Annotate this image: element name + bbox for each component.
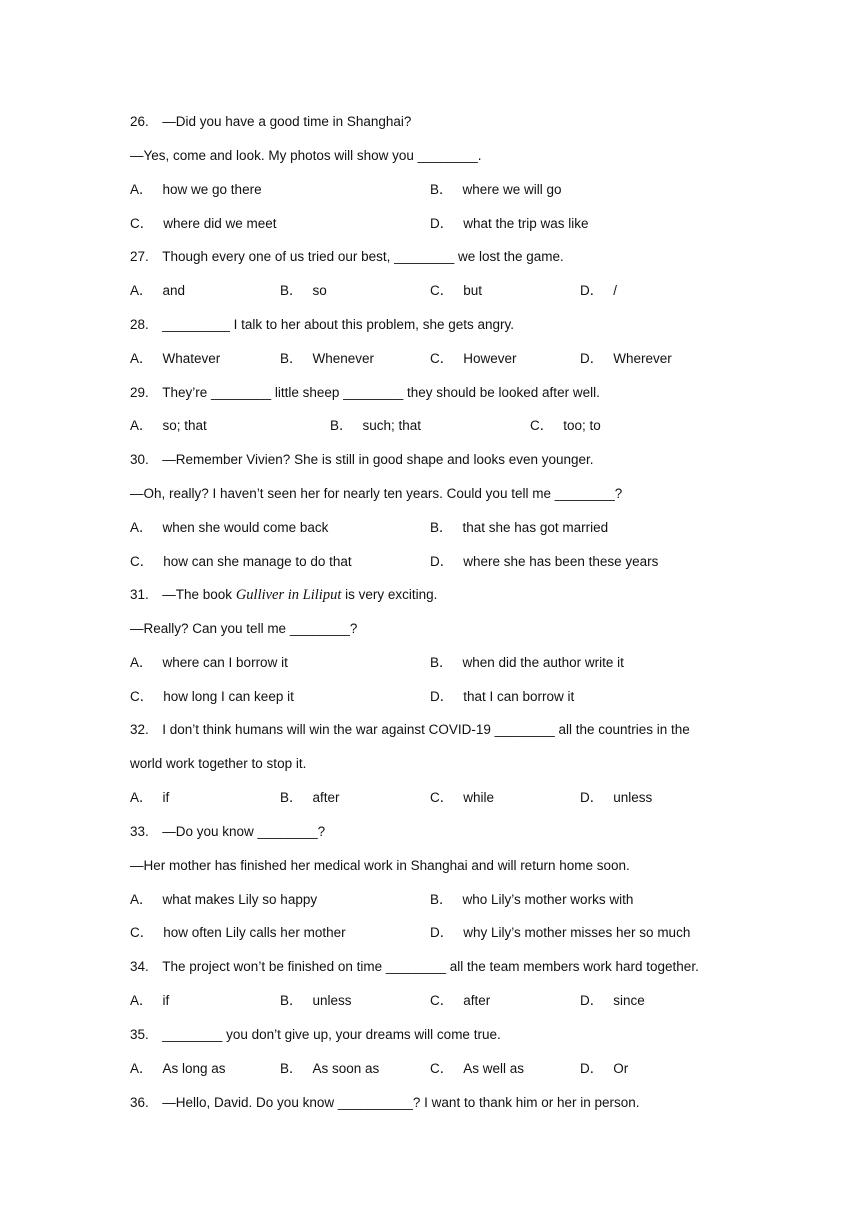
q31-option-c: C． how long I can keep it [130, 689, 294, 704]
q32-option-b: B． after [280, 790, 340, 805]
q26-option-b: B． where we will go [430, 182, 562, 197]
q26-stem: 26. —Did you have a good time in Shanghai? [130, 114, 412, 129]
q32-option-c: C． while [430, 790, 495, 805]
q28-option-b: B． Whenever [280, 351, 375, 366]
q32-line2: world work together to stop it. [130, 756, 307, 771]
q34-option-b: B． unless [280, 993, 352, 1008]
q26-option-c: C． where did we meet [130, 216, 277, 231]
q35-option-b: B． As soon as [280, 1061, 380, 1076]
q27-option-c: C． but [430, 283, 483, 298]
q29-option-b: B． such; that [330, 418, 422, 433]
q30-option-b: B． that she has got married [430, 520, 609, 535]
q33-option-d: D． why Lily’s mother misses her so much [430, 925, 691, 940]
q27-stem: 27. Though every one of us tried our best, ________ we lost the game. [130, 249, 564, 264]
q27-option-d: D． / [580, 283, 618, 298]
q27-option-a: A． and [130, 283, 186, 298]
q36-stem: 36. —Hello, David. Do you know __________? I want to thank him or her in person. [130, 1095, 640, 1110]
q35-option-a: A． As long as [130, 1061, 226, 1076]
q34-option-d: D． since [580, 993, 645, 1008]
q29-stem: 29. They’re ________ little sheep ________ they should be looked after well. [130, 385, 600, 400]
q32-option-a: A． if [130, 790, 170, 805]
q34-option-a: A． if [130, 993, 170, 1008]
book-title: Gulliver in Liliput [235, 587, 342, 603]
q35-option-c: C． As well as [430, 1061, 525, 1076]
q28-option-c: C． However [430, 351, 517, 366]
q28-option-a: A． Whatever [130, 351, 221, 366]
q26-option-d: D． what the trip was like [430, 216, 589, 231]
q33-option-b: B． who Lily’s mother works with [430, 892, 634, 907]
q31-stem: 31. —The book Gulliver in Liliput is very exciting. [130, 587, 438, 603]
q28-stem: 28. _________ I talk to her about this problem, she gets angry. [130, 317, 514, 332]
q31-option-d: D． that I can borrow it [430, 689, 575, 704]
q31-option-b: B． when did the author write it [430, 655, 624, 670]
q34-option-c: C． after [430, 993, 491, 1008]
q30-line2: —Oh, really? I haven’t seen her for nearly ten years. Could you tell me ________? [130, 486, 623, 501]
q30-option-a: A． when she would come back [130, 520, 329, 535]
q29-option-c: C． too; to [530, 418, 601, 433]
q30-option-c: C． how can she manage to do that [130, 554, 352, 569]
q33-option-a: A． what makes Lily so happy [130, 892, 318, 907]
q29-option-a: A． so; that [130, 418, 207, 433]
q33-option-c: C． how often Lily calls her mother [130, 925, 346, 940]
q32-option-d: D． unless [580, 790, 653, 805]
q30-option-d: D． where she has been these years [430, 554, 659, 569]
q26-line2: —Yes, come and look. My photos will show you ________. [130, 148, 482, 163]
q28-option-d: D． Wherever [580, 351, 672, 366]
q31-option-a: A． where can I borrow it [130, 655, 288, 670]
q32-stem: 32. I don’t think humans will win the war against COVID-19 ________ all the countries in the [130, 722, 690, 737]
q33-line2: —Her mother has finished her medical work in Shanghai and will return home soon. [130, 858, 630, 873]
q26-option-a: A． how we go there [130, 182, 262, 197]
q33-stem: 33. —Do you know ________? [130, 824, 326, 839]
q35-stem: 35. ________ you don’t give up, your dreams will come true. [130, 1027, 501, 1042]
q31-line2: —Really? Can you tell me ________? [130, 621, 358, 636]
q30-stem: 30. —Remember Vivien? She is still in good shape and looks even younger. [130, 452, 594, 467]
q27-option-b: B． so [280, 283, 327, 298]
q34-stem: 34. The project won’t be finished on time ________ all the team members work hard together. [130, 959, 699, 974]
q35-option-d: D． Or [580, 1061, 629, 1076]
